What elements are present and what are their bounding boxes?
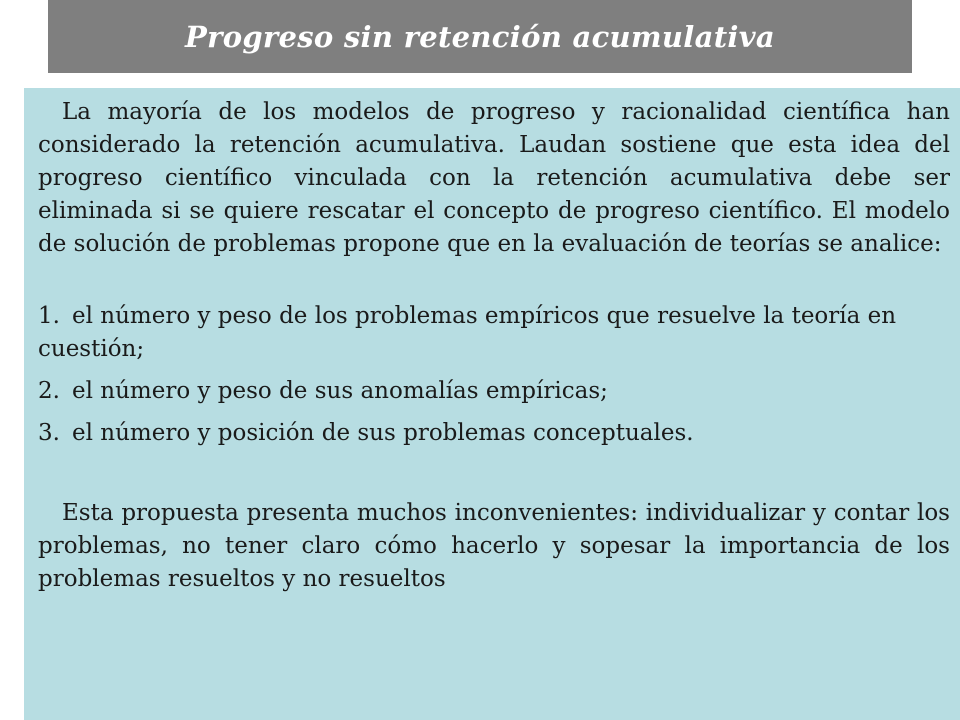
- closing-paragraph: Esta propuesta presenta muchos inconvenientes: individualizar y contar los problemas, no tener claro cómo hacerlo y sopesar la importancia de los problemas resueltos y no resueltos: [38, 500, 950, 592]
- list-text: el número y peso de los problemas empíricos que resuelve la teoría en cuestión;: [38, 303, 897, 362]
- spacer: [38, 459, 950, 497]
- list-item: [38, 375, 950, 408]
- list-item: [38, 300, 950, 366]
- list-text: el número y peso de sus anomalías empíricas;: [72, 378, 608, 404]
- list-number: 1.: [38, 303, 60, 329]
- content-body: [38, 96, 950, 596]
- list-number: 2.: [38, 378, 60, 404]
- list-text: el número y posición de sus problemas conceptuales.: [72, 420, 694, 446]
- criteria-list: [38, 300, 950, 450]
- intro-paragraph: La mayoría de los modelos de progreso y racionalidad científica han considerado la retención acumulativa. Laudan sostiene que esta idea del progreso científico vinculada con la retención acumulativa debe ser eliminada si se quiere rescatar el concepto de progreso científico. El modelo de solución de problemas propone que en la evaluación de teorías se analice:: [38, 99, 950, 257]
- list-number: 3.: [38, 420, 60, 446]
- slide-title: Progreso sin retención acumulativa: [185, 19, 775, 54]
- list-item: [38, 417, 950, 450]
- title-bar: [48, 0, 912, 73]
